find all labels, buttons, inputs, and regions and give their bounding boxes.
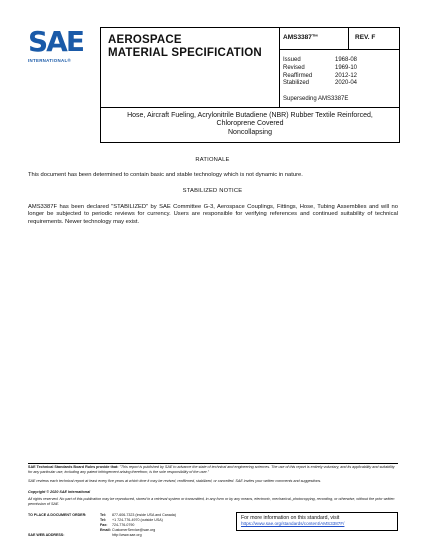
date-table [283, 57, 357, 88]
standards-board-label: SAE Technical Standards Board Rules provide that: [28, 465, 119, 469]
standards-board-note [28, 465, 398, 474]
contact-key: SAE WEB ADDRESS: [28, 532, 65, 537]
sae-logo-mark: SAE [28, 25, 83, 58]
info-text-block [241, 515, 396, 528]
sae-logo [28, 25, 84, 68]
contact-value[interactable]: CustomerService@sae.org [112, 527, 156, 532]
title-line-2: MATERIAL SPECIFICATION [108, 47, 262, 59]
date-label: Reaffirmed [283, 72, 313, 79]
contact-type: Email: [100, 527, 111, 532]
superseding-note: Superseding AMS3387E [283, 96, 349, 102]
rationale-text: This document has been determined to contain basic and stable technology which is not dynamic in nature. [28, 172, 303, 178]
contact-value: +1 724-776-4970 (outside USA) [112, 517, 163, 522]
document-subject [100, 112, 400, 137]
footer-rule [28, 463, 398, 464]
title-line-1: AEROSPACE [108, 34, 182, 46]
order-contacts [28, 513, 232, 538]
rationale-heading: RATIONALE [195, 157, 230, 163]
contact-row [28, 533, 232, 538]
date-row [283, 80, 357, 88]
header-divider [279, 49, 400, 50]
contact-type: Fax: [100, 522, 108, 527]
revision-label: REV. F [355, 34, 376, 41]
subject-line: Chloroprene Covered [216, 120, 284, 128]
contact-value: 877-606-7323 (inside USA and Canada) [112, 513, 176, 517]
review-note: SAE reviews each technical report at least every five years at which time it may be revised, reaffirmed, stabilized, or cancelled. SAE invites your written comments and suggestions. [28, 479, 322, 483]
date-value: 1969-10 [335, 64, 358, 71]
subject-line: Noncollapsing [228, 128, 272, 136]
info-text: For more information on this standard, visit [241, 515, 340, 521]
header-divider [348, 27, 349, 49]
date-row [283, 65, 357, 73]
contact-value: 724-776-0790 [112, 522, 135, 527]
header-divider [279, 27, 280, 108]
sae-logo-subtitle: INTERNATIONAL® [28, 58, 71, 63]
document-title [108, 34, 262, 60]
contact-key: TO PLACE A DOCUMENT ORDER: [28, 513, 87, 517]
date-label: Issued [283, 57, 301, 63]
date-row [283, 73, 357, 81]
date-label: Stabilized [283, 80, 310, 87]
date-value: 2020-04 [335, 80, 358, 87]
date-label: Revised [283, 64, 305, 71]
contact-type [100, 533, 112, 538]
sae-web-link[interactable]: http://www.sae.org [112, 532, 142, 537]
stabilized-notice-text: AMS3387F has been declared "STABILIZED" by SAE Committee G-3, Aerospace Couplings, Fittings, Hose, Tubing Assemblies and will no longer be subjected to periodic reviews for currency. Users are responsible for verifying references and continued suitability of technical requirements. Newer technology may exist. [28, 204, 398, 225]
standards-board-text: "This report is published by SAE to advance the state of technical and engineering sciences. The use of this report is entirely voluntary, and its applicability and suitability for any particular use, including any patent infringement arising therefrom, is the sole responsibility of the user." [28, 465, 395, 474]
standard-url-link[interactable]: https://www.sae.org/standards/content/AMS3387F/ [241, 521, 345, 527]
document-number: AMS3387™ [283, 34, 319, 41]
date-value: 1968-08 [335, 57, 358, 63]
subject-line: Hose, Aircraft Fueling, Acrylonitrile Butadiene (NBR) Rubber Textile Reinforced, [127, 112, 373, 119]
contact-type: Tel: [100, 513, 107, 517]
stabilized-notice-heading: STABILIZED NOTICE [182, 188, 243, 194]
contact-type: Tel: [100, 517, 107, 522]
date-value: 2012-12 [335, 72, 358, 79]
copyright-notice: Copyright © 2020 SAE International [28, 490, 91, 494]
rights-notice: All rights reserved. No part of this publication may be reproduced, stored in a retrieval system or transmitted, in any form or by any means, electronic, mechanical, photocopying, recording, or otherwise, without the prior written permission of SAE. [28, 497, 395, 506]
date-row [283, 57, 357, 65]
